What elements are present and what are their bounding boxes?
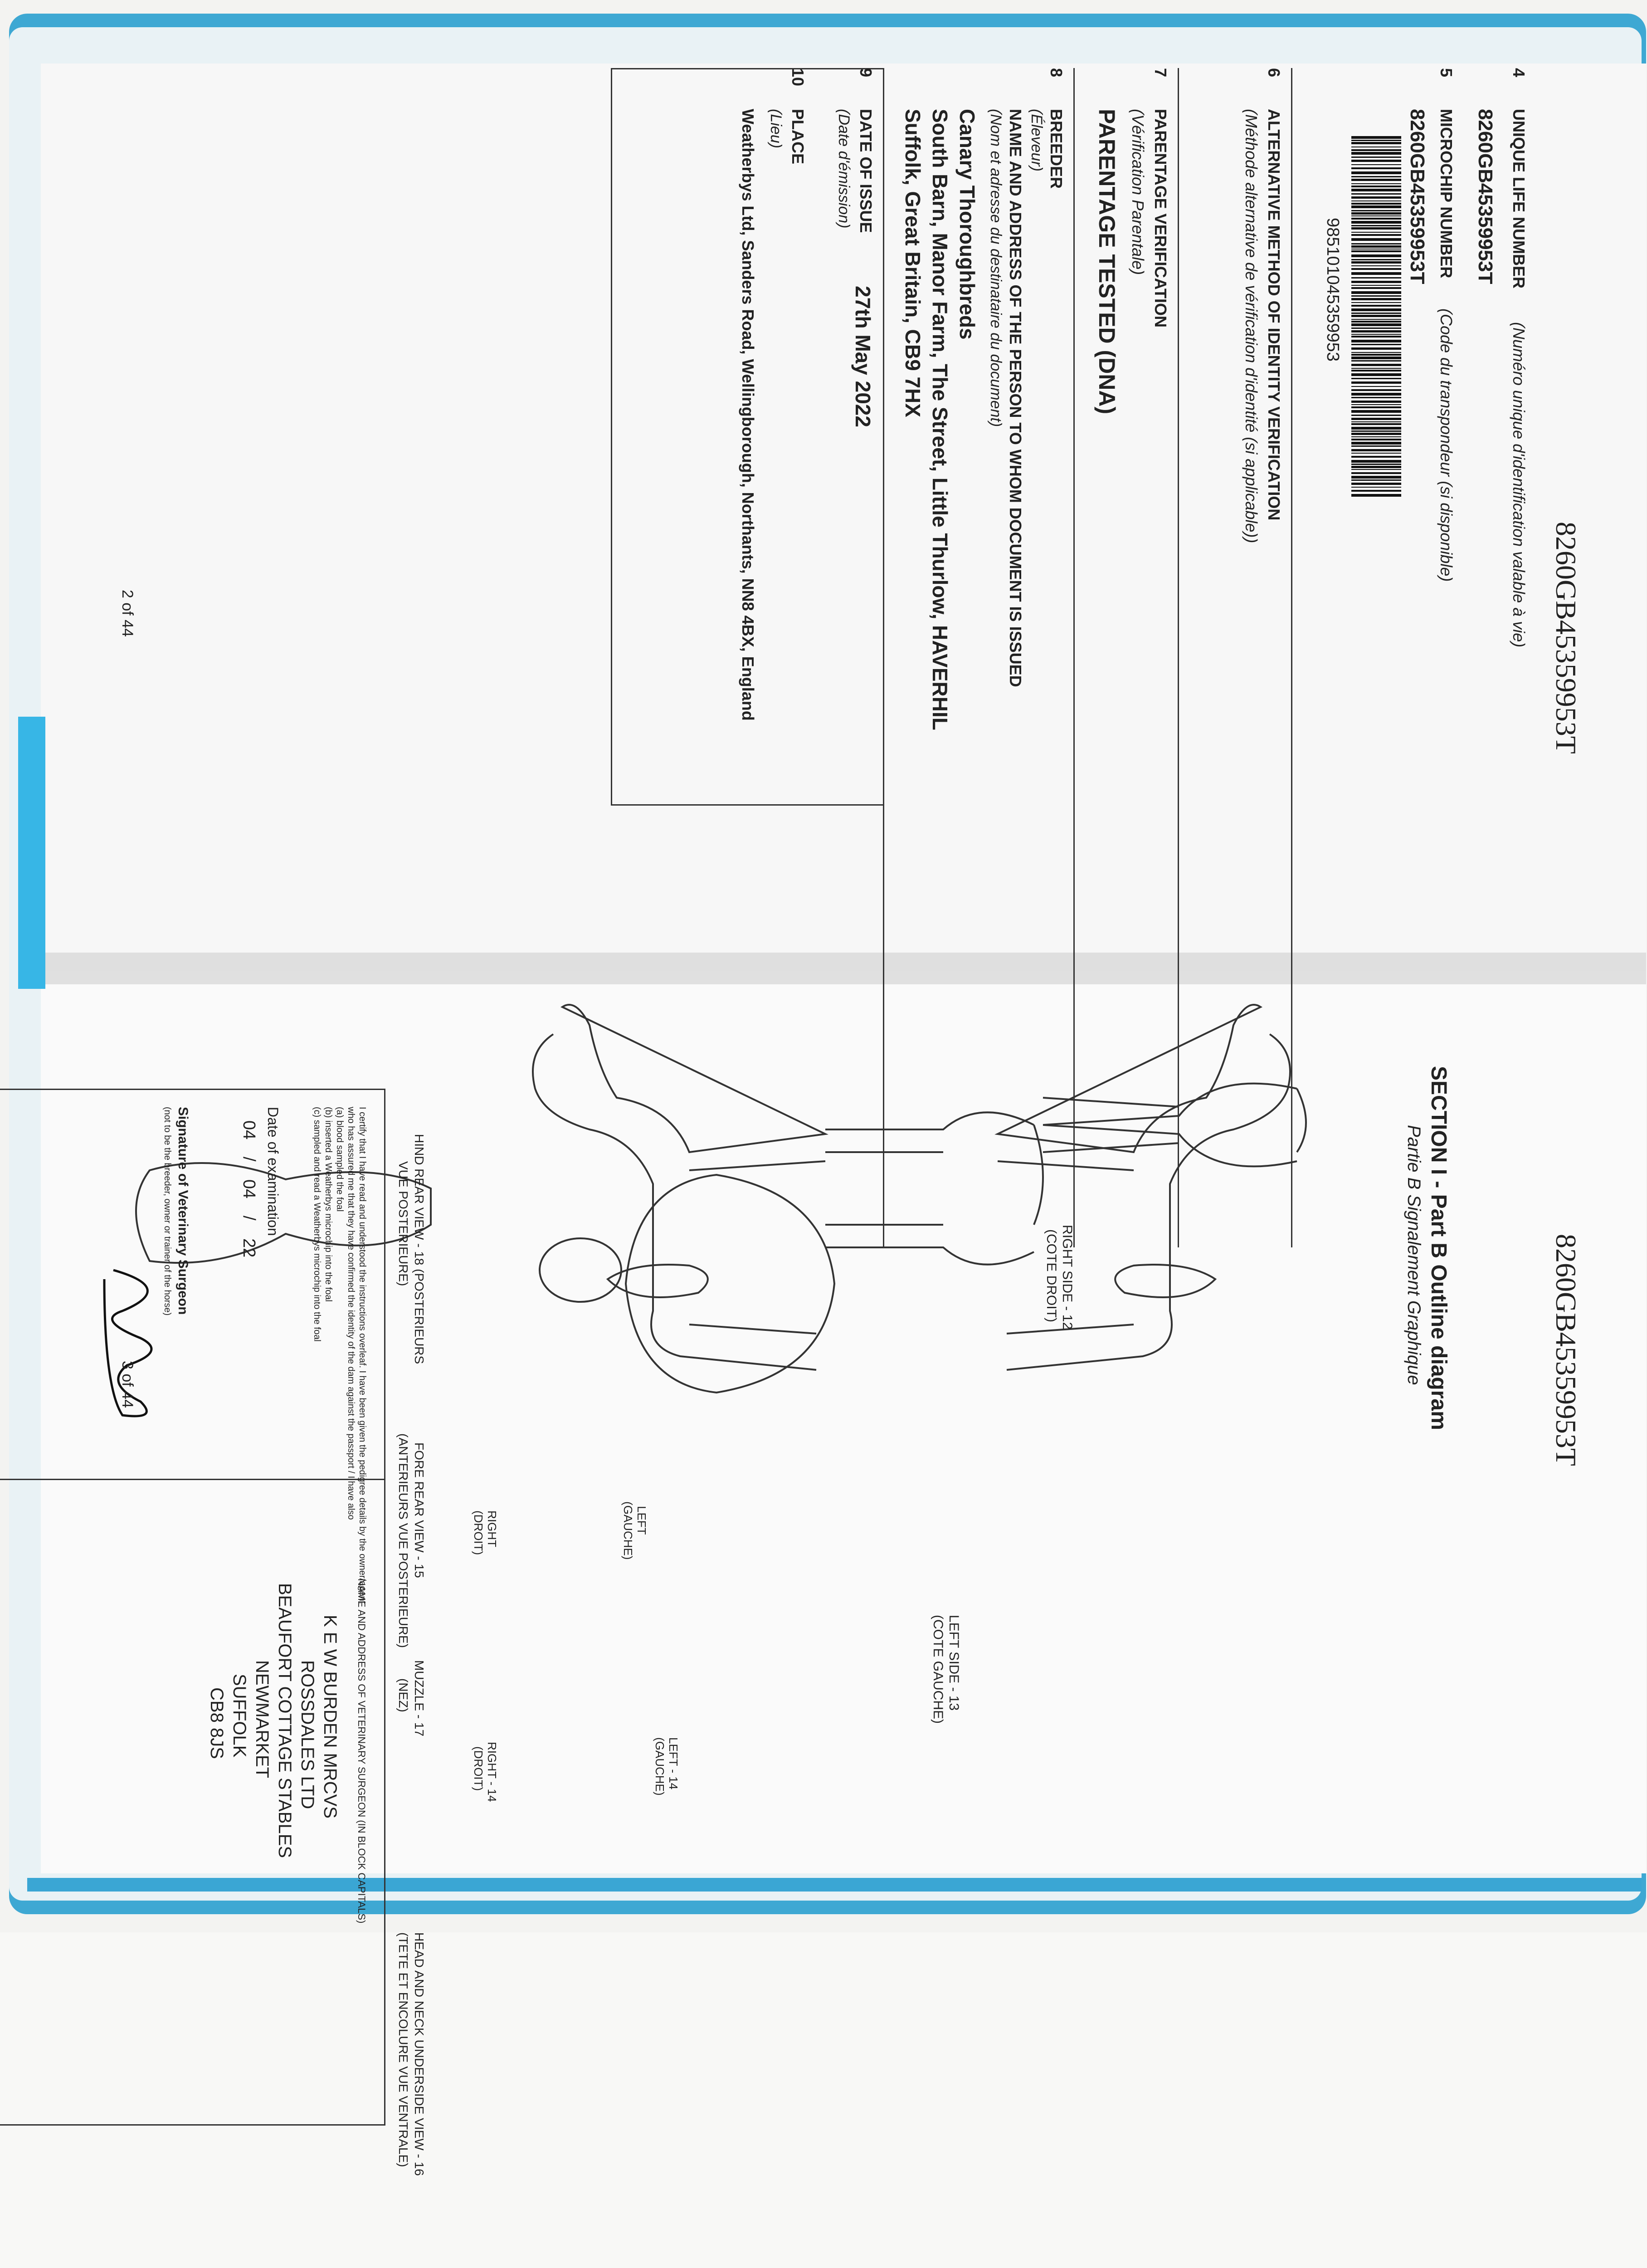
breeder-line-1: Canary Thoroughbreds [955,109,979,340]
field-8-sub-label-fr: (Nom et adresse du destinataire du document) [987,109,1004,427]
barcode-bar [1351,160,1401,162]
vet-line-5: SUFFOLK [229,1674,249,1758]
vet-line-1: K E W BURDEN MRCVS [320,1615,340,1818]
label-head-neck-fr: (TETE ET ENCOLURE VUE VENTRALE) [396,1932,410,2167]
barcode-bar [1351,449,1401,451]
barcode-bar [1351,205,1401,208]
barcode-bar [1351,176,1401,177]
field-9-label: DATE OF ISSUE [857,109,875,233]
label-left: LEFT [635,1506,648,1535]
label-head-right: RIGHT - 14 [485,1742,499,1802]
barcode-bar [1351,200,1401,201]
vet-signature [91,1261,181,1424]
barcode-bar [1351,410,1401,413]
barcode-bar [1351,442,1401,445]
barcode-bar [1351,250,1401,252]
barcode-bar [1351,302,1401,303]
barcode-bar [1351,179,1401,181]
section-title: SECTION I - Part B Outline diagram [1427,1066,1451,1430]
barcode-bar [1351,285,1401,286]
barcode-bar [1351,466,1401,468]
barcode-bar [1351,323,1401,326]
barcode-number: 985101045359953 [1323,218,1342,362]
label-left-side: LEFT SIDE - 13 [946,1615,961,1711]
barcode-bar [1351,334,1401,335]
field-8-sub-label: NAME AND ADDRESS OF THE PERSON TO WHOM DOCUMENT IS ISSUED [1006,109,1025,687]
barcode-bar [1351,189,1401,191]
barcode-bar [1351,460,1401,463]
date-sep-1: / [239,1157,258,1162]
date-year: 22 [239,1238,258,1258]
field-5-num: 5 [1437,68,1456,78]
field-10-num: 10 [789,68,807,87]
barcode-bar [1351,298,1401,300]
barcode-bar [1351,456,1401,458]
barcode-bar [1351,436,1401,437]
date-month: 04 [239,1179,258,1199]
barcode-bar [1351,327,1401,329]
barcode-bar [1351,305,1401,307]
barcode-bar [1351,243,1401,244]
right-side-horse [998,1005,1290,1370]
label-right-side-fr: (COTE DROIT) [1044,1229,1059,1322]
barcode-bar [1351,415,1401,416]
cert-line-4: (b) inserted a Weatherbys microchip into the foal [323,1107,333,1302]
label-head-right-fr: (DROIT) [472,1746,485,1791]
barcode-bar [1351,232,1401,233]
barcode-bar [1351,427,1401,430]
vet-line-4: NEWMARKET [252,1660,272,1778]
label-hind-rear: HIND REAR VIEW - 18 (POSTERIEURS [412,1134,426,1364]
date-sep-2: / [239,1216,258,1221]
barcode-bar [1351,259,1401,260]
barcode-bar [1351,453,1401,454]
barcode-bar [1351,272,1401,275]
label-right-fr: (DROIT) [472,1510,485,1555]
microchip-barcode [1347,136,1401,508]
field-5-value: 8260GB45359953T [1406,109,1428,284]
barcode-bar [1351,418,1401,420]
field-10-value: Weatherbys Ltd, Sanders Road, Wellingborough, Northants, NN8 4BX, England [739,109,757,721]
field-6-label-fr: (Méthode alternative de vérification d'identité (si applicable)) [1242,109,1261,543]
barcode-bar [1351,370,1401,371]
barcode-bar [1351,344,1401,345]
barcode-bar [1351,472,1401,474]
barcode-bar [1351,136,1401,139]
field-9-value: 27th May 2022 [851,286,875,427]
barcode-bar [1351,490,1401,492]
barcode-bar [1351,291,1401,294]
left-side-horse [533,1005,825,1370]
barcode-bar [1351,295,1401,297]
barcode-bar [1351,319,1401,320]
barcode-bar [1351,352,1401,353]
barcode-bar [1351,483,1401,485]
field-9-label-fr: (Date d'émission) [835,109,853,229]
barcode-bar [1351,373,1401,376]
barcode-bar [1351,430,1401,432]
cert-line-3: (a) blood sampled the foal [335,1107,345,1212]
barcode-bar [1351,238,1401,241]
vet-line-6: CB8 8JS [207,1687,227,1759]
barcode-bar [1351,354,1401,356]
left-side-tail [608,1265,708,1297]
barcode-bar [1351,360,1401,362]
barcode-bar [1351,386,1401,387]
signature-note: (not to be the breeder, owner or trainer of the horse) [162,1107,172,1316]
barcode-bar [1351,268,1401,270]
barcode-bar [1351,156,1401,158]
barcode-bar [1351,476,1401,479]
barcode-bar [1351,364,1401,366]
barcode-bar [1351,287,1401,289]
field-7-value: PARENTAGE TESTED (DNA) [1094,109,1120,415]
field-4-num: 4 [1510,68,1528,78]
label-fore-rear: FORE REAR VIEW - 15 [412,1442,426,1578]
label-head-left: LEFT - 14 [667,1737,680,1790]
label-left-fr: (GAUCHE) [621,1501,635,1560]
barcode-bar [1351,494,1401,497]
barcode-bar [1351,479,1401,481]
barcode-bar [1351,330,1401,332]
barcode-bar [1351,140,1401,141]
field-7-label-fr: (Vérification Parentale) [1129,109,1147,275]
barcode-bar [1351,183,1401,184]
field-7-label: PARENTAGE VERIFICATION [1151,109,1170,328]
cert-line-1: I certify that I have read and understood the instructions overleaf. I have been given the pedigree details by the owner/agent [357,1107,367,1604]
barcode-bar [1351,164,1401,165]
barcode-bar [1351,381,1401,384]
barcode-bar [1351,421,1401,422]
field-7-num: 7 [1151,68,1170,78]
barcode-bar [1351,225,1401,226]
barcode-bar [1351,340,1401,342]
field-10-label-fr: (Lieu) [767,109,785,148]
field-8-label: BREEDER [1047,109,1066,189]
field-9-num: 9 [857,68,875,78]
barcode-bar [1351,389,1401,391]
barcode-bar [1351,397,1401,398]
barcode-bar [1351,357,1401,359]
section-subtitle: Partie B Signalement Graphique [1404,1125,1424,1385]
barcode-bar [1351,347,1401,350]
signature-label: Signature of Veterinary Surgeon [175,1107,190,1315]
barcode-bar [1351,221,1401,224]
field-5-label-fr: (Code du transpondeur (si disponible) [1437,308,1456,582]
field-6-label: ALTERNATIVE METHOD OF IDENTITY VERIFICATION [1265,109,1283,521]
label-right-side: RIGHT SIDE - 12 [1060,1225,1075,1330]
label-hind-rear-fr: VUE POSTERIEURE) [396,1161,410,1286]
label-right: RIGHT [485,1510,499,1547]
cert-line-2: who has assured me that they have confirmed the identity of the dam against the passport / I have also [346,1107,356,1520]
barcode-bar [1351,277,1401,279]
barcode-bar [1351,406,1401,408]
field-10-label: PLACE [789,109,807,165]
barcode-bar [1351,404,1401,405]
barcode-bar [1351,368,1401,369]
barcode-bar [1351,245,1401,248]
barcode-bar [1351,193,1401,195]
barcode-bar [1351,423,1401,425]
label-fore-rear-fr: (ANTERIEURS VUE POSTERIEURE) [396,1433,410,1648]
breeder-line-3: Suffolk, Great Britain, CB9 7HX [901,109,925,417]
barcode-bar [1351,315,1401,317]
label-muzzle: MUZZLE - 17 [412,1660,426,1737]
vet-box-divider [0,1479,385,1480]
barcode-bar [1351,464,1401,465]
barcode-bar [1351,469,1401,470]
barcode-bar [1351,378,1401,379]
left-header-id: 8260GB45359953T [1550,522,1582,754]
barcode-bar [1351,234,1401,236]
barcode-bar [1351,445,1401,447]
left-page-number: 2 of 44 [119,590,136,637]
label-muzzle-fr: (NEZ) [396,1678,410,1712]
field-4-value: 8260GB45359953T [1474,109,1496,284]
right-side-tail [1115,1265,1215,1297]
barcode-bar [1351,152,1401,155]
field-5-label: MICROCHIP NUMBER [1437,109,1456,279]
barcode-bar [1351,401,1401,403]
cert-line-5: (c) sampled and read a Weatherbys microchip into the foal [312,1107,322,1342]
barcode-bar [1351,433,1401,435]
barcode-bar [1351,336,1401,337]
head-front-outline [626,1175,834,1393]
barcode-bar [1351,196,1401,199]
barcode-bar [1351,265,1401,266]
vet-line-3: BEAUFORT COTTAGE STABLES [275,1583,295,1858]
field-8-num: 8 [1047,68,1066,78]
barcode-bar [1351,210,1401,211]
field-6-num: 6 [1265,68,1283,78]
barcode-bar [1351,203,1401,205]
hind-rear-outline [1043,1084,1306,1167]
vet-line-2: ROSSDALES LTD [297,1660,317,1809]
vet-box-label: NAME AND ADDRESS OF VETERINARY SURGEON (IN BLOCK CAPITALS) [356,1579,367,1924]
barcode-bar [1351,212,1401,215]
barcode-bar [1351,487,1401,488]
field-4-label-fr: (Numéro unique d'identification valable à vie) [1510,322,1528,648]
label-head-left-fr: (GAUCHE) [653,1737,667,1796]
field-4-label: UNIQUE LIFE NUMBER [1510,109,1528,288]
barcode-bar [1351,171,1401,174]
barcode-bar [1351,439,1401,440]
label-left-side-fr: (COTE GAUCHE) [931,1615,945,1724]
barcode-bar [1351,261,1401,264]
barcode-bar [1351,393,1401,396]
barcode-bar [1351,254,1401,257]
barcode-bar [1351,308,1401,311]
barcode-bar [1351,218,1401,220]
barcode-bar [1351,281,1401,283]
barcode-bar [1351,227,1401,230]
right-page-number: 3 of 44 [119,1361,136,1408]
barcode-bar [1351,149,1401,151]
barcode-bar [1351,215,1401,216]
barcode-bar [1351,313,1401,314]
breeder-line-2: South Barn, Manor Farm, The Street, Little Thurlow, HAVERHIL [928,109,952,730]
right-header-id: 8260GB45359953T [1550,1234,1582,1466]
muzzle-outline [540,1238,621,1302]
barcode-bar [1351,142,1401,144]
label-head-neck: HEAD AND NECK UNDERSIDE VIEW - 16 [412,1932,426,2176]
field-8-label-fr: (Éleveur) [1028,109,1045,171]
barcode-bar [1351,321,1401,323]
barcode-bar [1351,186,1401,187]
date-label: Date of examination [265,1107,281,1236]
barcode-bar [1351,167,1401,169]
date-day: 04 [239,1120,258,1140]
